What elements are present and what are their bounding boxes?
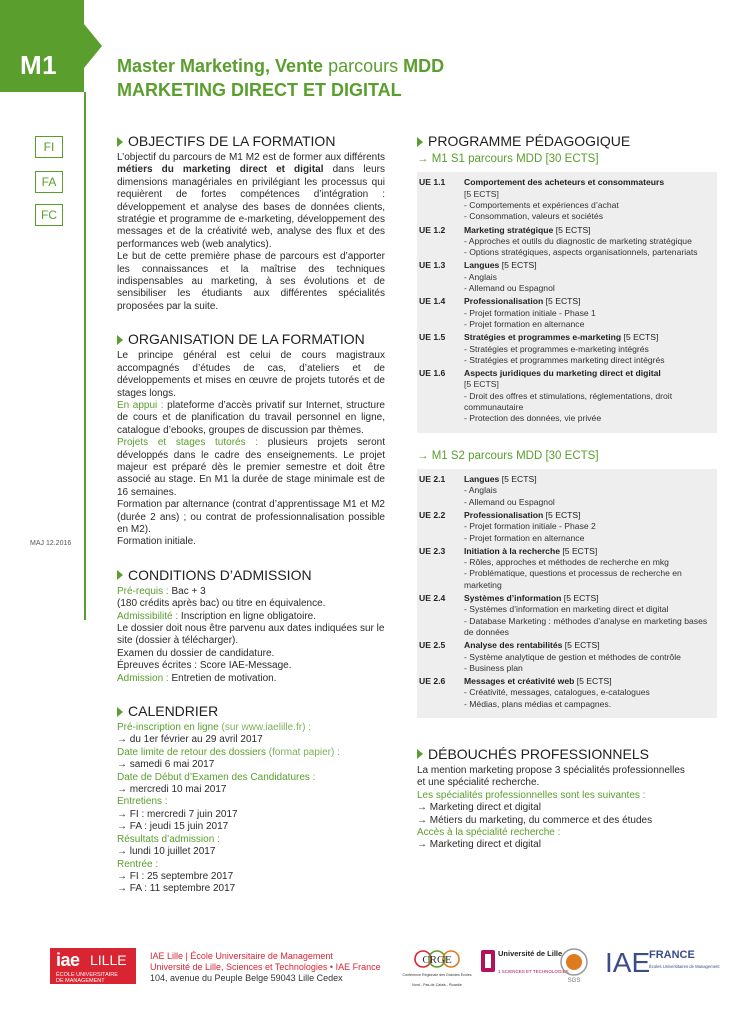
section-debouches-title bbox=[417, 746, 717, 763]
logo-iae-text: iae bbox=[56, 950, 80, 970]
sgs-text: SGS bbox=[567, 978, 581, 984]
cal-rentree-fa: → FA : 11 septembre 2017 bbox=[117, 883, 236, 895]
ue-line: - Projet formation en alternance bbox=[464, 318, 585, 329]
ue-line: - Médias, plans médias et campagnes. bbox=[464, 698, 612, 709]
objectifs-paragraph-1 bbox=[117, 152, 385, 251]
conditions-epreuves: Épreuves écrites : Score IAE-Message. bbox=[117, 660, 292, 672]
ue-line: - Options stratégiques, aspects organisationnels, partenariats bbox=[464, 247, 698, 258]
ue-row bbox=[417, 296, 717, 330]
ue-code: UE 2.1 bbox=[419, 474, 446, 485]
ue-name bbox=[464, 510, 711, 521]
ue-name bbox=[464, 368, 711, 379]
ue-line: - Stratégies et programmes marketing direct intégrés bbox=[464, 354, 665, 365]
caret-right-icon bbox=[117, 335, 123, 345]
ue-line: - Systèmes d’information en marketing direct et digital bbox=[464, 604, 669, 615]
ue-code: UE 2.2 bbox=[419, 509, 446, 520]
ue-line: - Comportements et expériences d’achat bbox=[464, 200, 619, 210]
update-date: MAJ 12.2016 bbox=[30, 540, 72, 547]
calendrier-title-text: CALENDRIER bbox=[128, 703, 219, 720]
organisation-appui bbox=[117, 400, 385, 437]
header-accent-arrow bbox=[84, 24, 102, 68]
ue-row bbox=[417, 260, 717, 294]
objectifs-title-text: OBJECTIFS DE LA FORMATION bbox=[128, 133, 336, 149]
ue-line: - Stratégies et programmes e-marketing intégrés bbox=[464, 343, 649, 354]
cal-retour-date: → samedi 6 mai 2017 bbox=[117, 759, 215, 771]
s1-ue-table bbox=[417, 172, 717, 432]
conditions-admissibilite bbox=[117, 611, 385, 623]
section-objectifs-title bbox=[117, 133, 385, 150]
section-calendrier-title bbox=[117, 703, 385, 720]
s2-title bbox=[417, 450, 717, 462]
iae-lille-logo bbox=[50, 948, 136, 984]
logo-sub2: DE MANAGEMENT bbox=[56, 978, 105, 984]
ue-ects: [5 ECTS] bbox=[574, 676, 612, 687]
caret-right-icon bbox=[417, 749, 423, 759]
section-programme-title bbox=[417, 133, 717, 150]
ue-name bbox=[464, 296, 711, 307]
projets-text: plusieurs projets seront développés dans le cadre des enseignements. Le projet majeur est préparé dès le premier semestre et doit être associé au stage. En M1 la durée de stage minimale est de 16 semaines. bbox=[117, 437, 385, 498]
crge-name: CRGE bbox=[422, 954, 452, 966]
cal-preinscription bbox=[117, 722, 385, 734]
ue-line: - Projet formation initiale - Phase 1 bbox=[464, 307, 596, 318]
ue-row bbox=[417, 177, 717, 222]
ue-name bbox=[464, 177, 711, 188]
ue-row bbox=[417, 368, 717, 424]
page-subtitle: MARKETING DIRECT ET DIGITAL bbox=[117, 80, 402, 100]
cal-debut-label: Date de Début d’Examen des Candidatures : bbox=[117, 771, 316, 783]
universite-lille-logo bbox=[481, 946, 569, 980]
ue-row bbox=[417, 225, 717, 259]
footer-line3: 104, avenue du Peuple Belge 59043 Lille Cedex bbox=[150, 973, 343, 983]
ue-ects: [5 ECTS] bbox=[499, 474, 537, 485]
ue-line: - Anglais bbox=[464, 271, 497, 282]
ue-line: - Business plan bbox=[464, 662, 523, 673]
badge-fc: FC bbox=[35, 204, 63, 226]
logo-lille-text: LILLE bbox=[90, 952, 127, 968]
s2-ects: [30 ECTS] bbox=[542, 449, 599, 462]
ue-line: - Anglais bbox=[464, 485, 497, 496]
ue-line: - Projet formation initiale - Phase 2 bbox=[464, 521, 596, 532]
ue-name-text: Langues bbox=[464, 260, 500, 271]
iaefr-sub: Écoles Universitaires de Management bbox=[649, 964, 720, 969]
ue-body bbox=[464, 593, 717, 638]
admission-label: Admission : bbox=[117, 672, 169, 684]
ue-body bbox=[464, 368, 717, 424]
cal-entretiens-fi: → FI : mercredi 7 juin 2017 bbox=[117, 808, 238, 820]
ue-body bbox=[464, 332, 717, 366]
debouches-spec1: → Marketing direct et digital bbox=[417, 802, 541, 814]
ue-code: UE 1.5 bbox=[419, 332, 446, 343]
organisation-title-text: ORGANISATION DE LA FORMATION bbox=[128, 331, 365, 348]
title-normal: parcours bbox=[323, 56, 404, 76]
crge-logo bbox=[402, 946, 472, 992]
ue-ects: [5 ECTS] bbox=[543, 296, 581, 307]
appui-label: En appui : bbox=[117, 399, 164, 411]
left-accent-line bbox=[84, 92, 86, 620]
s1-title-text: → M1 S1 parcours MDD bbox=[417, 153, 543, 165]
ue-name-text: Comportement des acheteurs et consommateurs bbox=[464, 177, 665, 188]
right-column bbox=[417, 133, 717, 852]
ue-code: UE 2.4 bbox=[419, 593, 446, 604]
ue-row bbox=[417, 332, 717, 366]
debouches-title-text: DÉBOUCHÉS PROFESSIONNELS bbox=[428, 745, 649, 762]
ue-name-text: Stratégies et programmes e-marketing bbox=[464, 332, 622, 343]
ue-line: - Database Marketing : méthodes d’analyse en marketing bases de données bbox=[464, 615, 708, 637]
s1-title bbox=[417, 153, 717, 165]
projets-label: Projets et stages tutorés : bbox=[117, 437, 259, 449]
crge-sub: Conférence Régionale des Grandes Écoles bbox=[402, 973, 472, 977]
programme-title-text: PROGRAMME PÉDAGOGIQUE bbox=[428, 133, 631, 149]
ue-body bbox=[464, 474, 717, 508]
logo-sub bbox=[56, 972, 118, 984]
s2-ue-table bbox=[417, 469, 717, 718]
conditions-dossier: Le dossier doit nous être parvenu aux dates indiquées sur le site (dossier à télécharger). bbox=[117, 623, 385, 647]
conditions-title-text: CONDITIONS D’ADMISSION bbox=[128, 566, 312, 583]
badge-fi: FI bbox=[35, 136, 63, 158]
admission-text: Entretien de motivation. bbox=[168, 672, 277, 684]
conditions-examen: Examen du dossier de candidature. bbox=[117, 647, 275, 659]
ue-name bbox=[464, 332, 711, 343]
caret-right-icon bbox=[117, 137, 123, 147]
ue-row bbox=[417, 474, 717, 508]
iaefr-main: IAE bbox=[605, 947, 651, 978]
footer-line1: IAE Lille | École Universitaire de Management bbox=[150, 951, 333, 961]
ue-line: - Droit des offres et stimulations, réglementations, droit communautaire bbox=[464, 390, 673, 413]
ue-name bbox=[464, 225, 711, 236]
section-organisation-title bbox=[117, 331, 385, 348]
prereq-text: Bac + 3 bbox=[168, 585, 206, 597]
ue-body bbox=[464, 296, 717, 330]
level-label: M1 bbox=[20, 50, 58, 80]
debouches-spec2: → Métiers du marketing, du commerce et des études bbox=[417, 814, 653, 826]
caret-right-icon bbox=[417, 137, 423, 147]
ue-name-text: Professionalisation bbox=[464, 296, 544, 307]
ue-ects: [5 ECTS] bbox=[621, 332, 659, 343]
objectifs-p1-bold: métiers du marketing direct et digital bbox=[117, 164, 324, 176]
s1-ects: [30 ECTS] bbox=[542, 153, 599, 165]
ue-line: - Approches et outils du diagnostic de marketing stratégique bbox=[464, 235, 692, 246]
organisation-paragraph-1: Le principe général est celui de cours magistraux accompagnés d’études de cas, d’ateliers et de développements et mises en œuvre de projets tutorés et de stages longs. bbox=[117, 350, 385, 399]
ue-line: - Système analytique de gestion et méthodes de contrôle bbox=[464, 651, 681, 662]
cal-rentree-fi: → FI : 25 septembre 2017 bbox=[117, 870, 234, 882]
section-conditions-title bbox=[117, 567, 385, 584]
ue-code: UE 2.6 bbox=[419, 676, 446, 687]
conditions-admission bbox=[117, 673, 385, 685]
ue-line: [5 ECTS] bbox=[464, 188, 499, 199]
cal-debut-date: → mercredi 10 mai 2017 bbox=[117, 784, 227, 796]
ue-line: - Allemand ou Espagnol bbox=[464, 496, 555, 507]
ue-code: UE 1.4 bbox=[419, 296, 446, 307]
ue-ects: [5 ECTS] bbox=[561, 593, 599, 604]
ue-name-text: Initiation à la recherche bbox=[464, 545, 560, 556]
caret-right-icon bbox=[117, 707, 123, 717]
iaefr-france: FRANCE bbox=[649, 949, 695, 961]
ue-name bbox=[464, 640, 711, 651]
retour-note: (format papier) : bbox=[265, 746, 340, 758]
conditions-prereq bbox=[117, 586, 385, 598]
page-title bbox=[117, 56, 444, 77]
ue-code: UE 1.2 bbox=[419, 224, 446, 235]
ue-name-text: Systèmes d’information bbox=[464, 593, 562, 604]
organisation-projets bbox=[117, 437, 385, 499]
ue-code: UE 1.1 bbox=[419, 177, 446, 188]
footer-line2: Université de Lille, Sciences et Technologies • IAE France bbox=[150, 962, 381, 972]
ue-name-text: Messages et créativité web bbox=[464, 676, 575, 687]
iae-france-logo bbox=[605, 946, 720, 980]
ue-body bbox=[464, 546, 717, 591]
cal-resultats-date: → lundi 10 juillet 2017 bbox=[117, 846, 216, 858]
cal-preinscription-date: → du 1er février au 29 avril 2017 bbox=[117, 734, 263, 746]
ue-row bbox=[417, 510, 717, 544]
ue-line: - Protection des données, vie privée bbox=[464, 413, 602, 424]
ue-line: [5 ECTS] bbox=[464, 379, 499, 390]
ue-body bbox=[464, 177, 717, 222]
ue-name bbox=[464, 593, 711, 604]
univ-sub: 1 SCIENCES ET TECHNOLOGIES bbox=[498, 969, 569, 974]
ue-name-text: Analyse des rentabilités bbox=[464, 640, 563, 651]
ue-name-text: Professionalisation bbox=[464, 509, 544, 520]
title-bold-2: MDD bbox=[403, 56, 445, 76]
ue-ects: [5 ECTS] bbox=[562, 640, 600, 651]
conditions-prereq-detail: (180 crédits après bac) ou titre en équivalence. bbox=[117, 598, 326, 610]
ue-body bbox=[464, 640, 717, 674]
caret-right-icon bbox=[117, 570, 123, 580]
ue-ects: [5 ECTS] bbox=[553, 224, 591, 235]
ue-line: - Consommation, valeurs et sociétés bbox=[464, 211, 603, 222]
ue-body bbox=[464, 676, 717, 710]
objectifs-paragraph-2: Le but de cette première phase de parcours est d’apporter les connaissances et la maîtrise des techniques indispensables au marketing, à ses évolutions et de sensibiliser les étudiants aux différentes spécialités proposées par la suite. bbox=[117, 251, 385, 312]
badge-fa: FA bbox=[35, 171, 63, 193]
s2-title-text: → M1 S2 parcours MDD bbox=[417, 449, 543, 462]
objectifs-p1-pre: L’objectif du parcours de M1 M2 est de former aux différents bbox=[117, 152, 385, 163]
logo-sub1: ÉCOLE UNIVERSITAIRE bbox=[56, 972, 118, 978]
ue-ects: [5 ECTS] bbox=[543, 509, 581, 520]
ue-name-text: Aspects juridiques du marketing direct et digital bbox=[464, 368, 661, 379]
sgs-certification-logo bbox=[558, 946, 590, 986]
organisation-alternance: Formation par alternance (contrat d’apprentissage M1 et M2 (durée 2 ans) ; ou contrat de professionnalisation possible en M2). bbox=[117, 499, 385, 535]
retour-label: Date limite de retour des dossiers bbox=[117, 746, 266, 758]
ue-name-text: Langues bbox=[464, 474, 500, 485]
cal-retour bbox=[117, 747, 385, 759]
ue-name bbox=[464, 260, 711, 271]
cal-entretiens-fa: → FA : jeudi 15 juin 2017 bbox=[117, 821, 229, 833]
ue-code: UE 2.5 bbox=[419, 640, 446, 651]
ue-name bbox=[464, 546, 711, 557]
footer-address bbox=[150, 951, 381, 984]
ue-gap bbox=[417, 425, 717, 427]
left-column bbox=[117, 133, 385, 896]
prereq-label: Pré-requis : bbox=[117, 585, 169, 597]
ue-row bbox=[417, 546, 717, 591]
cal-rentree-label: Rentrée : bbox=[117, 858, 159, 870]
ue-ects: [5 ECTS] bbox=[560, 545, 598, 556]
debouches-acces1: → Marketing direct et digital bbox=[417, 839, 541, 851]
crge-region: Nord - Pas-de-Calais - Picardie bbox=[412, 983, 462, 987]
cal-entretiens-label: Entretiens : bbox=[117, 796, 168, 808]
ue-body bbox=[464, 510, 717, 544]
ue-name-text: Marketing stratégique bbox=[464, 224, 554, 235]
ue-line: - Allemand ou Espagnol bbox=[464, 283, 555, 294]
organisation-initiale: Formation initiale. bbox=[117, 536, 196, 548]
debouches-specialites-label: Les spécialités professionnelles sont les suivantes : bbox=[417, 789, 646, 801]
ue-ects: [5 ECTS] bbox=[499, 260, 537, 271]
debouches-intro: La mention marketing propose 3 spécialités professionnelles et une spécialité recherche. bbox=[417, 764, 685, 789]
ue-row bbox=[417, 593, 717, 638]
cal-resultats-label: Résultats d’admission : bbox=[117, 833, 220, 845]
admissibilite-label: Admissibilité : bbox=[117, 610, 179, 622]
admissibilite-text: Inscription en ligne obligatoire. bbox=[178, 610, 317, 622]
ue-name bbox=[464, 474, 711, 485]
ue-line: - Créativité, messages, catalogues, e-catalogues bbox=[464, 687, 650, 698]
ue-name bbox=[464, 676, 711, 687]
ue-body bbox=[464, 260, 717, 294]
ue-line: - Projet formation en alternance bbox=[464, 532, 585, 543]
ue-line: - Rôles, approches et méthodes de recherche en mkg bbox=[464, 557, 669, 568]
ue-gap bbox=[417, 710, 717, 712]
ue-code: UE 1.6 bbox=[419, 368, 446, 379]
objectifs-p1-post: dans leurs dimensions managériales en privilégiant les processus qui requièrent de fortes compétences d’intégration : développement et analyse des bases de données clients, stratégie et programme de e-marketing, développement des messages et de la créativité web, analyse des flux et des performances web (web analytics). bbox=[117, 164, 385, 250]
ue-row bbox=[417, 676, 717, 710]
ue-code: UE 1.3 bbox=[419, 260, 446, 271]
debouches-acces-label: Accès à la spécialité recherche : bbox=[417, 827, 561, 839]
title-bold-1: Master Marketing, Vente bbox=[117, 56, 324, 76]
ue-row bbox=[417, 640, 717, 674]
univ-name: Université de Lille bbox=[498, 949, 563, 958]
appui-text: plateforme d’accès privatif sur Internet, structure de cours et de planification du travail personnel en ligne, catalogue d’ebooks, groupes de discussion par thèmes. bbox=[117, 399, 385, 436]
ue-code: UE 2.3 bbox=[419, 545, 446, 556]
preinscription-label: Pré-inscription en ligne bbox=[117, 722, 219, 734]
ue-body bbox=[464, 225, 717, 259]
preinscription-site: (sur www.iaelille.fr) : bbox=[218, 722, 311, 734]
ue-line: - Problématique, questions et processus de recherche en marketing bbox=[464, 568, 682, 590]
